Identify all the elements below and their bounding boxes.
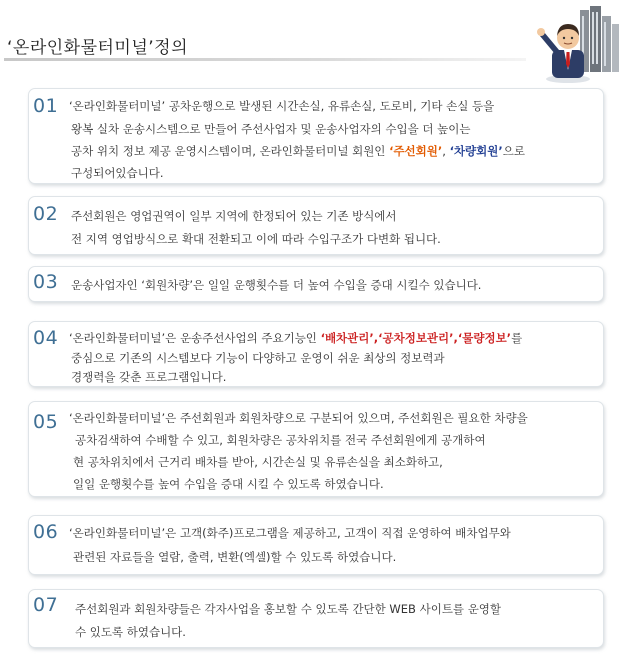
item-text-line: 왕복 실차 운송시스템으로 만들어 주선사업자 및 운송사업자의 수입을 더 높이는 — [71, 122, 471, 136]
item-text-line: ‘온라인화물터미널’ 공차운행으로 발생된 시간손실, 유류손실, 도로비, 기타 손실 등을 — [69, 99, 495, 113]
item-number: 05 — [33, 411, 59, 433]
item-number: 07 — [33, 594, 59, 616]
item-text-line — [69, 331, 522, 345]
item-number: 04 — [33, 327, 59, 349]
text-segment: 공차 위치 정보 제공 운영시스템이며, 온라인화물터미널 회원인 — [71, 144, 390, 158]
item-text-line: 전 지역 영업방식으로 확대 전환되고 이에 따라 수입구조가 다변화 됩니다. — [71, 232, 441, 246]
text-segment: , — [442, 144, 450, 158]
highlight-key-functions: ‘배차관리’,‘공차정보관리’,‘물량정보’ — [320, 331, 512, 345]
item-text-line: 현 공차위치에서 근거리 배차를 받아, 시간손실 및 유류손실을 최소화하고, — [73, 455, 443, 469]
definition-card-01 — [28, 88, 604, 184]
item-text-line — [71, 144, 525, 158]
item-number: 02 — [33, 203, 59, 225]
definition-card-03 — [28, 266, 604, 302]
definition-card-06 — [28, 515, 604, 575]
item-number: 06 — [33, 521, 59, 543]
item-text-line: 주선회원과 회원차량들은 각자사업을 홍보할 수 있도록 간단한 WEB 사이트를 운영할 — [75, 602, 502, 616]
businessman-with-buildings-icon — [528, 6, 620, 84]
item-text-line: 공차검색하여 수배할 수 있고, 회원차량은 공차위치를 전국 주선회원에게 공개하여 — [75, 433, 486, 447]
text-segment: 으로 — [502, 144, 525, 158]
item-text-line: 운송사업자인 ‘회원차량’은 일일 운행횟수를 더 높여 수입을 증대 시킬수 있습니다. — [71, 278, 482, 292]
definition-card-07 — [28, 589, 604, 648]
page-title: ‘온라인화물터미널’정의 — [7, 38, 189, 58]
definition-card-02 — [28, 196, 604, 255]
item-text-line: 경쟁력을 갖춘 프로그램입니다. — [71, 370, 227, 384]
highlight-vehicle-member: ‘차량회원’ — [449, 144, 503, 158]
item-text-line: 수 있도록 하였습니다. — [75, 625, 186, 639]
text-segment: ‘온라인화물터미널’은 운송주선사업의 주요기능인 — [69, 331, 321, 345]
title-underline — [4, 58, 526, 61]
definition-card-05 — [28, 401, 604, 497]
item-text-line: 주선회원은 영업권역이 일부 지역에 한정되어 있는 기존 방식에서 — [71, 209, 397, 223]
item-text-line: ‘온라인화물터미널’은 주선회원과 회원차량으로 구분되어 있으며, 주선회원은 필요한 차량을 — [69, 411, 528, 425]
item-number: 03 — [33, 271, 59, 293]
definition-card-04 — [28, 321, 604, 387]
item-text-line: 일일 운행횟수를 높여 수입을 증대 시킬 수 있도록 하였습니다. — [73, 477, 384, 491]
item-number: 01 — [33, 95, 59, 117]
item-text-line: 중심으로 기존의 시스템보다 기능이 다양하고 운영이 쉬운 최상의 정보력과 — [71, 351, 445, 365]
text-segment: 를 — [511, 331, 523, 345]
item-text-line: ‘온라인화물터미널’은 고객(화주)프로그램을 제공하고, 고객이 직접 운영하여 배차업무와 — [69, 526, 511, 540]
highlight-shipper-member: ‘주선회원’ — [389, 144, 443, 158]
item-text-line: 관련된 자료들을 열람, 출력, 변환(엑셀)할 수 있도록 하였습니다. — [73, 550, 397, 564]
item-text-line: 구성되어있습니다. — [71, 166, 164, 180]
